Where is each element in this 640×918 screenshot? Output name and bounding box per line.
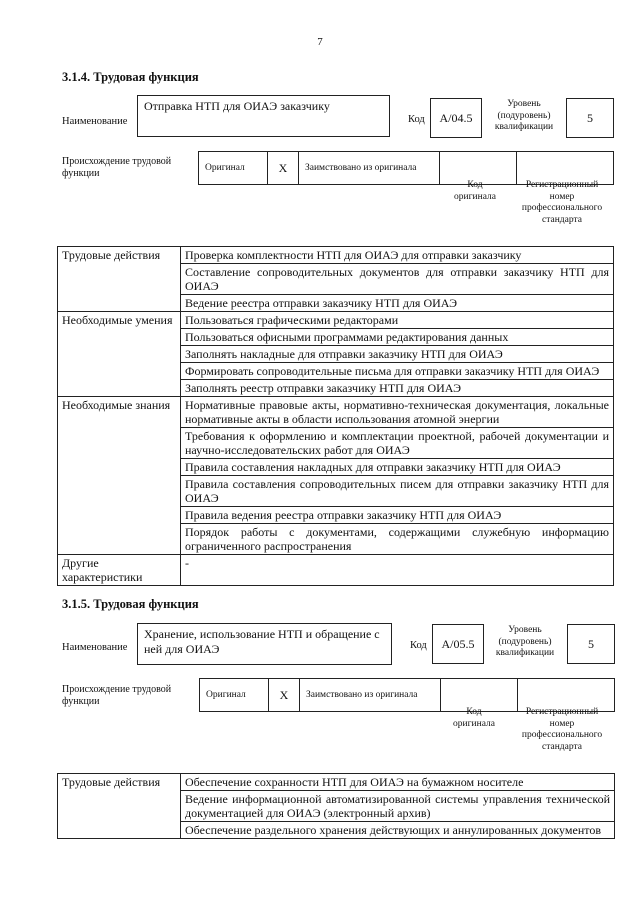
original-mark-2: X: [269, 679, 300, 712]
category-cell: Необходимые умения: [58, 312, 181, 397]
table-item: Обеспечение сохранности НТП для ОИАЭ на бумажном носителе: [181, 774, 615, 791]
borrowed-label-1: Заимствовано из оригинала: [299, 152, 440, 185]
code-label-1: Код: [408, 114, 425, 125]
requirements-table-2: [57, 773, 615, 839]
table-item: Заполнять накладные для отправки заказчику НТП для ОИАЭ: [181, 346, 614, 363]
table-item: Проверка комплектности НТП для ОИАЭ для отправки заказчику: [181, 247, 614, 264]
page-number: 7: [317, 36, 323, 48]
table-item: Правила составления сопроводительных писем для отправки заказчику НТП для ОИАЭ: [181, 476, 614, 507]
name-label-1: Наименование: [62, 116, 128, 127]
table-item: Требования к оформлению и комплектации проектной, рабочей документации и научно-исследовательских работ для ОИАЭ: [181, 428, 614, 459]
name-label-2: Наименование: [62, 642, 128, 653]
table-item: Правила составления накладных для отправки заказчику НТП для ОИАЭ: [181, 459, 614, 476]
original-mark-1: X: [268, 152, 299, 185]
category-cell: Трудовые действия: [58, 247, 181, 312]
requirements-table-1: [57, 246, 614, 586]
level-field-2: 5: [567, 624, 615, 664]
level-label-2: Уровень (подуровень) квалификации: [495, 625, 555, 658]
function-name-field-2: Хранение, использование НТП и обращение с ней для ОИАЭ: [137, 623, 392, 665]
level-field-1: 5: [566, 98, 614, 138]
code-field-1: A/04.5: [430, 98, 482, 138]
origin-label-1: Происхождение трудовой функции: [62, 156, 172, 179]
table-item: Нормативные правовые акты, нормативно-техническая документация, локальные нормативные акты в области использования атомной энергии: [181, 397, 614, 428]
reg-caption-2: Регистрационный номер профессионального стандарта: [521, 707, 603, 752]
table-item: Правила ведения реестра отправки заказчику НТП для ОИАЭ: [181, 507, 614, 524]
table-item: Пользоваться офисными программами редактирования данных: [181, 329, 614, 346]
section-title-2: 3.1.5. Трудовая функция: [62, 597, 199, 611]
level-label-1: Уровень (подуровень) квалификации: [494, 99, 554, 132]
table-item: -: [181, 555, 614, 586]
table-item: Составление сопроводительных документов для отправки заказчику НТП для ОИАЭ: [181, 264, 614, 295]
section-title-1: 3.1.4. Трудовая функция: [62, 70, 199, 84]
original-label-1: Оригинал: [199, 152, 268, 185]
code-orig-caption-2: Код оригинала: [453, 707, 495, 729]
table-item: Формировать сопроводительные письма для отправки заказчику НТП для ОИАЭ: [181, 363, 614, 380]
table-item: Ведение информационной автоматизированной системы управления технической документацией для ОИАЭ (электронный архив): [181, 791, 615, 822]
code-label-2: Код: [410, 640, 427, 651]
category-cell: Необходимые знания: [58, 397, 181, 555]
category-cell: Другие характеристики: [58, 555, 181, 586]
borrowed-label-2: Заимствовано из оригинала: [300, 679, 441, 712]
table-item: Обеспечение раздельного хранения действующих и аннулированных документов: [181, 822, 615, 839]
table-item: Пользоваться графическими редакторами: [181, 312, 614, 329]
origin-label-2: Происхождение трудовой функции: [62, 684, 172, 707]
reg-caption-1: Регистрационный номер профессионального стандарта: [521, 180, 603, 225]
original-label-2: Оригинал: [200, 679, 269, 712]
code-field-2: A/05.5: [432, 624, 484, 664]
table-item: Заполнять реестр отправки заказчику НТП для ОИАЭ: [181, 380, 614, 397]
category-cell: Трудовые действия: [58, 774, 181, 839]
table-item: Ведение реестра отправки заказчику НТП для ОИАЭ: [181, 295, 614, 312]
code-orig-caption-1: Код оригинала: [454, 180, 496, 202]
table-item: Порядок работы с документами, содержащими служебную информацию ограниченного распространения: [181, 524, 614, 555]
function-name-field-1: Отправка НТП для ОИАЭ заказчику: [137, 95, 390, 137]
